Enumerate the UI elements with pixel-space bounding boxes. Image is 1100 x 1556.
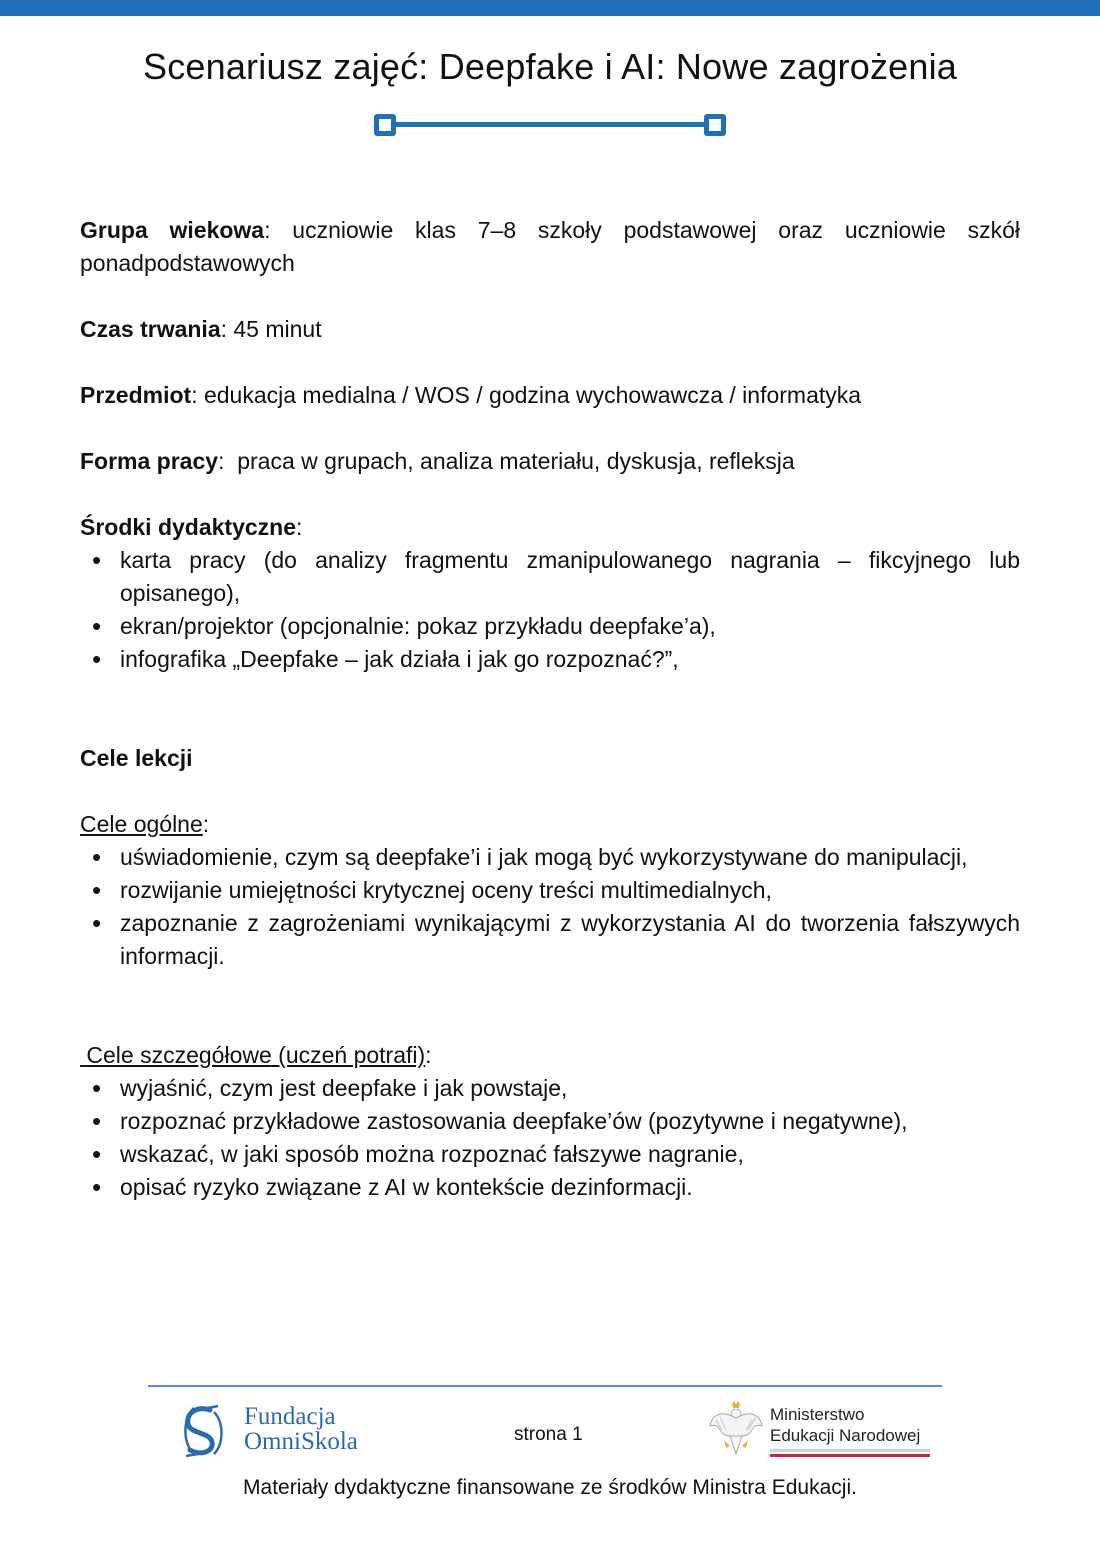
footer-divider (148, 1385, 942, 1387)
page-number: strona 1 (514, 1424, 583, 1445)
top-accent-bar (0, 0, 1100, 16)
list-item: • wyjaśnić, czym jest deepfake i jak powstaje, (80, 1072, 1020, 1105)
subject-label: Przedmiot (80, 382, 192, 408)
omniskola-logo (180, 1404, 390, 1458)
subject-value: edukacja medialna / WOS / godzina wychowawcza / informatyka (203, 382, 862, 408)
age-group-value: uczniowie klas 7–8 szkoły podstawowej oraz uczniowie szkół ponadpodstawowych (80, 217, 1021, 276)
list-item: • ekran/projektor (opcjonalnie: pokaz przykładu deepfake’a), (80, 610, 1020, 643)
list-item: • uświadomienie, czym są deepfake’i i jak mogą być wykorzystywane do manipulacji, (80, 841, 1020, 874)
flag-stripe-white (770, 1449, 930, 1452)
polish-eagle-emblem-icon (708, 1400, 764, 1460)
title-divider (374, 114, 726, 136)
duration-label: Czas trwania (80, 316, 221, 342)
divider-line (384, 122, 716, 127)
work-form: Forma pracy: praca w grupach, analiza materiału, dyskusja, refleksja (80, 448, 795, 474)
omniskola-name: Fundacja OmniSkola (244, 1403, 358, 1455)
age-group: Grupa wiekowa: uczniowie klas 7–8 szkoły podstawowej oraz uczniowie szkół ponadpodstawowych (80, 217, 1021, 276)
document-body (80, 214, 1020, 1204)
specific-goals-suffix: (uczeń potrafi) (278, 1042, 426, 1068)
men-name: Ministerstwo Edukacji Narodowej (770, 1405, 921, 1445)
duration: Czas trwania: 45 minut (80, 316, 322, 342)
men-logo (708, 1400, 938, 1462)
specific-goals-label: Cele szczegółowe (86, 1042, 272, 1068)
list-item: • rozpoznać przykładowe zastosowania deepfake’ów (pozytywne i negatywne), (80, 1105, 1020, 1138)
list-item: • rozwijanie umiejętności krytycznej oceny treści multimedialnych, (80, 874, 1020, 907)
funding-note: Materiały dydaktyczne finansowane ze środków Ministra Edukacji. (243, 1476, 857, 1499)
teaching-aids-list (80, 544, 1020, 676)
list-item: • wskazać, w jaki sposób można rozpoznać fałszywe nagranie, (80, 1138, 1020, 1171)
list-item: • zapoznanie z zagrożeniami wynikającymi z wykorzystania AI do tworzenia fałszywych informacji. (80, 907, 1020, 973)
teaching-aids-label: Środki dydaktyczne (80, 514, 297, 540)
general-goals: Cele ogólne: (80, 811, 210, 837)
teaching-aids: Środki dydaktyczne: (80, 514, 303, 540)
subject: Przedmiot: edukacja medialna / WOS / godzina wychowawcza / informatyka (80, 382, 862, 408)
work-form-value: praca w grupach, analiza materiału, dyskusja, refleksja (237, 448, 795, 474)
specific-goals-list (80, 1072, 1020, 1204)
age-group-label: Grupa wiekowa (80, 217, 265, 243)
omniskola-s-logo-icon (180, 1404, 228, 1458)
work-form-label: Forma pracy (80, 448, 219, 474)
general-goals-label: Cele ogólne (80, 811, 203, 837)
list-item: • karta pracy (do analizy fragmentu zmanipulowanego nagrania – fikcyjnego lub opisanego), (80, 544, 1020, 610)
specific-goals: Cele szczegółowe (uczeń potrafi): (86, 1042, 432, 1068)
general-goals-list (80, 841, 1020, 973)
divider-square-right (704, 114, 726, 136)
duration-value: 45 minut (233, 316, 322, 342)
document-title: Scenariusz zajęć: Deepfake i AI: Nowe zagrożenia (142, 46, 958, 87)
divider-square-left (374, 114, 396, 136)
goals-heading: Cele lekcji (80, 745, 193, 771)
flag-stripe-red (770, 1454, 930, 1457)
list-item: • opisać ryzyko związane z AI w kontekście dezinformacji. (80, 1171, 1020, 1204)
list-item: • infografika „Deepfake – jak działa i jak go rozpoznać?”, (80, 643, 1020, 676)
